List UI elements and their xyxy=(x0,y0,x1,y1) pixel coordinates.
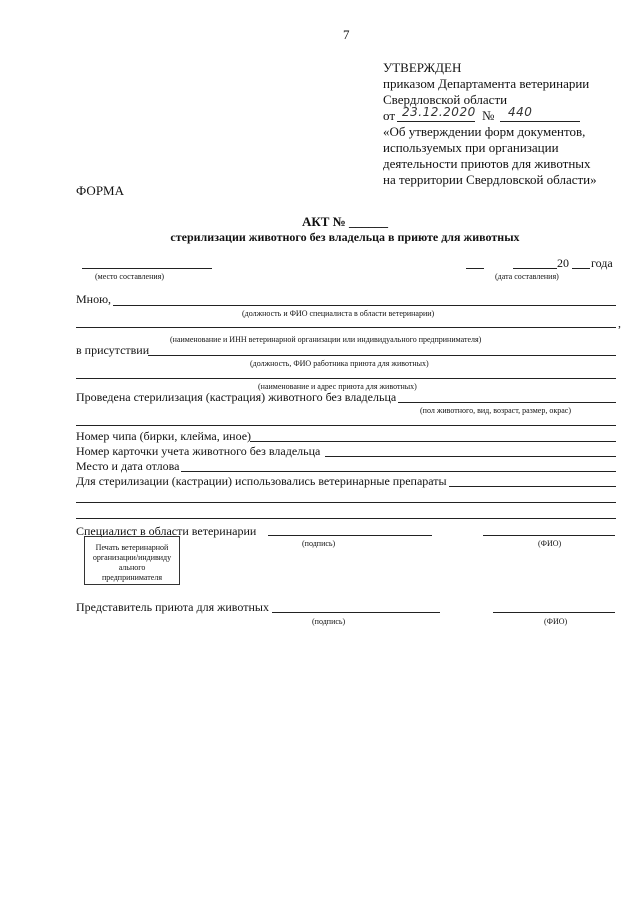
presence-line[interactable] xyxy=(148,355,616,356)
org-comma: , xyxy=(618,316,621,330)
place-caption: (место составления) xyxy=(95,272,164,281)
approval-order-line3: деятельности приютов для животных xyxy=(383,156,591,171)
page-number: 7 xyxy=(343,27,350,42)
shelter-rep-name-line[interactable] xyxy=(493,612,615,613)
chip-label: Номер чипа (бирки, клейма, иное) xyxy=(76,429,252,443)
vet-name-line[interactable] xyxy=(483,535,615,536)
catch-line[interactable] xyxy=(181,471,616,472)
drugs-line-3[interactable] xyxy=(76,518,616,519)
approval-line2: Свердловской области xyxy=(383,92,508,107)
shelter-line[interactable] xyxy=(76,378,616,379)
card-line[interactable] xyxy=(325,456,616,457)
me-label: Мною, xyxy=(76,292,112,306)
drugs-line-2[interactable] xyxy=(76,502,616,503)
vet-signature-caption: (подпись) xyxy=(302,539,336,548)
stamp-box xyxy=(84,536,180,585)
date-caption: (дата составления) xyxy=(495,272,559,281)
approval-title: УТВЕРЖДЕН xyxy=(383,60,462,75)
catch-label: Место и дата отлова xyxy=(76,459,180,473)
chip-line[interactable] xyxy=(250,441,616,442)
vet-signature-line[interactable] xyxy=(268,535,432,536)
presence-caption: (должность, ФИО работника приюта для животных) xyxy=(250,359,429,368)
drugs-label: Для стерилизации (кастрации) использовались ветеринарные препараты xyxy=(76,474,447,488)
animal-line-2[interactable] xyxy=(76,425,616,426)
animal-caption: (пол животного, вид, возраст, размер, окрас) xyxy=(420,406,571,415)
approval-order-line4: на территории Свердловской области» xyxy=(383,172,597,187)
year-suffix: года xyxy=(591,256,613,270)
act-subtitle: стерилизации животного без владельца в приюте для животных xyxy=(170,230,520,244)
approval-date-handwritten: 23.12.2020 xyxy=(402,105,476,119)
approval-number-handwritten: 440 xyxy=(508,105,533,119)
me-line[interactable] xyxy=(113,305,616,306)
shelter-rep-name-caption: (ФИО) xyxy=(544,617,568,626)
presence-label: в присутствии xyxy=(76,343,150,357)
sterilization-label: Проведена стерилизация (кастрация) животного без владельца xyxy=(76,390,397,404)
animal-line[interactable] xyxy=(398,402,616,403)
form-label: ФОРМА xyxy=(76,183,124,198)
stamp-text: Печать ветеринарной организации/индивиду ального предпринимателя xyxy=(92,543,172,582)
approval-order-line2: используемых при организации xyxy=(383,140,559,155)
card-label: Номер карточки учета животного без владельца xyxy=(76,444,321,458)
year-prefix: 20 xyxy=(557,256,569,270)
shelter-rep-signature-line[interactable] xyxy=(272,612,440,613)
shelter-caption: (наименование и адрес приюта для животных) xyxy=(258,382,417,391)
vet-name-caption: (ФИО) xyxy=(538,539,562,548)
act-title: АКТ № ______ xyxy=(301,214,389,229)
me-caption: (должность и ФИО специалиста в области ветеринарии) xyxy=(242,309,435,318)
drugs-line[interactable] xyxy=(449,486,616,487)
shelter-rep-signature-caption: (подпись) xyxy=(312,617,346,626)
approval-from-label: от xyxy=(383,108,396,123)
org-line[interactable] xyxy=(76,327,616,328)
vet-label: Специалист в области ветеринарии xyxy=(76,524,257,538)
shelter-rep-label: Представитель приюта для животных xyxy=(76,600,269,614)
approval-order-line1: «Об утверждении форм документов, xyxy=(383,124,586,139)
approval-number-label: № xyxy=(482,108,495,123)
approval-line1: приказом Департамента ветеринарии xyxy=(383,76,590,91)
org-caption: (наименование и ИНН ветеринарной организации или индивидуального предпринимателя) xyxy=(170,335,482,344)
